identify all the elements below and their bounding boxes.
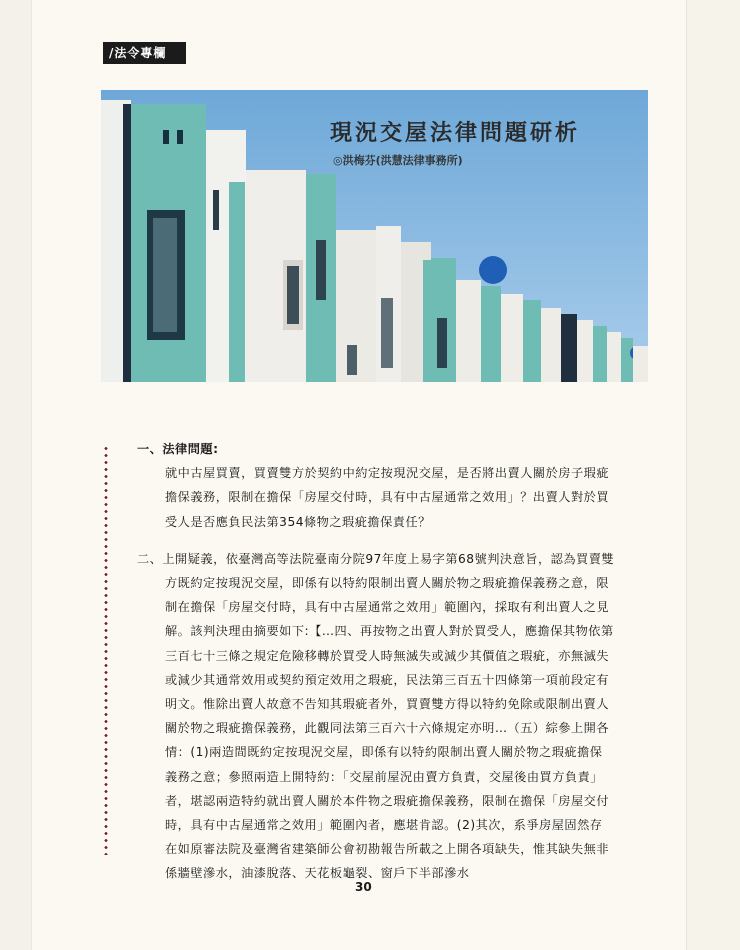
section2-body: 上開疑義，依臺灣高等法院臺南分院97年度上易字第68號判決意旨，認為買賣雙方既約定按現況交屋，即係有以特約限制出賣人關於物之瑕疵擔保義務之意，限制在擔保「房屋交付時，具有中古屋通常之效用」範圍內，採取有利出賣人之見解。該判決理由摘要如下:【…四、再按物之出賣人對於買受人，應擔保其物依第三百七十三條之規定危險移轉於買受人時無滅失或減少其價值之瑕疵，亦無滅失或減少其通常效用或契約預定效用之瑕疵，民法第三百五十四條第一項前段定有明文。惟除出賣人故意不告知其瑕疵者外，買賣雙方得以特約免除或限制出賣人關於物之瑕疵擔保義務，此觀同法第三百六十六條規定亦明…（五）綜參上開各情：(1)兩造間既約定按現況交屋，即係有以特約限制出賣人關於物之瑕疵擔保義務之意；參照兩造上開特約：「交屋前屋況由賣方負責，交屋後由買方負責」者，堪認兩造特約就出賣人關於本件物之瑕疵擔保義務，限制在擔保「房屋交付時，具有中古屋通常之效用」範圍內者，應堪肯認。(2)其次，系爭房屋固然存在如原審法院及臺灣省建築師公會初勘報告所載之上開各項缺失，惟其缺失無非係牆壁滲水，油漆脫落、天花板龜裂、窗戶下半部滲水 <box>162 551 615 881</box>
adjacent-page-edge <box>686 0 740 950</box>
section-tag: /法令專欄 <box>103 42 186 64</box>
page-number: 30 <box>355 880 372 894</box>
margin-dot-rule <box>104 445 108 855</box>
article-body <box>137 437 615 886</box>
section2-paragraph <box>137 547 615 886</box>
section1-body: 就中古屋買賣，買賣雙方於契約中約定按現況交屋，是否將出賣人關於房子瑕疵擔保義務，限制在擔保「房屋交付時，具有中古屋通常之效用」？出賣人對於買受人是否應負民法第354條物之瑕疵擔保責任？ <box>165 466 610 529</box>
section1-heading: 一、法律問題: <box>137 442 219 456</box>
section2-heading: 二、 <box>137 551 163 566</box>
article-title: 現況交屋法律問題研析 <box>330 120 581 146</box>
article-author: ◎洪梅芬(洪慧法律事務所) <box>333 154 463 167</box>
